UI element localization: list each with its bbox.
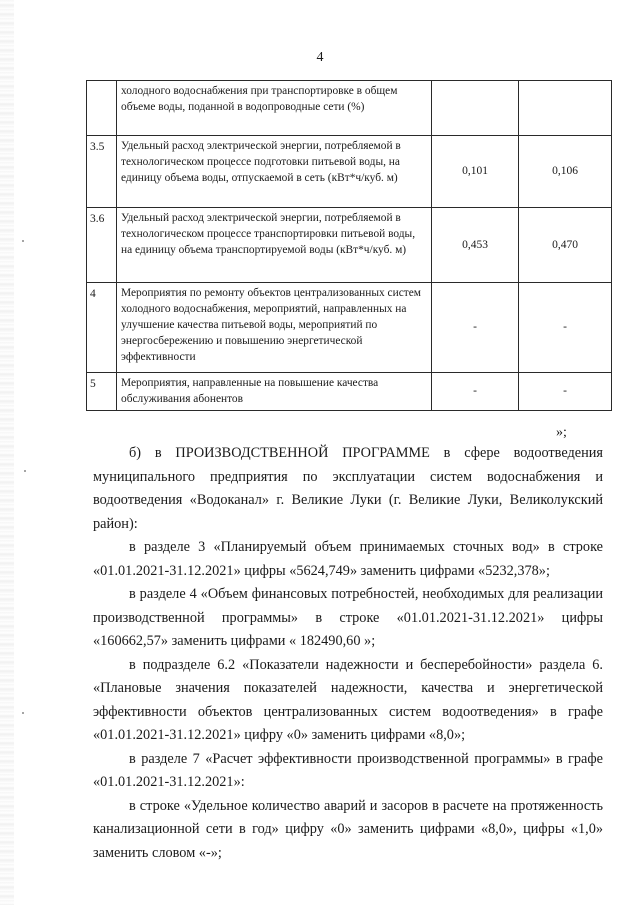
row-value-2 <box>519 81 612 136</box>
row-text: Мероприятия, направленные на повышение качества обслуживания абонентов <box>117 373 432 411</box>
paragraph: в разделе 3 «Планируемый объем принимаемых сточных вод» в строке «01.01.2021-31.12.2021» цифры «5624,749» заменить цифрами «5232,378»; <box>93 539 603 579</box>
scan-speck <box>22 240 24 242</box>
row-value-2: - <box>519 283 612 373</box>
amendment-text <box>93 440 603 865</box>
paragraph: в строке «Удельное количество аварий и засоров в расчете на протяженность канализационной сети в год» цифру «0» заменить цифрами «8,0», цифры «1,0» заменить словом «-»; <box>93 797 603 861</box>
paragraph: б) в ПРОИЗВОДСТВЕННОЙ ПРОГРАММЕ в сфере водоотведения муниципального предприятия по эксплуатации систем водоснабжения и водоотведения «Водоканал» г. Великие Луки (г. Великие Луки, Великолукский район): <box>93 445 603 532</box>
closing-quote-mark: »; <box>556 425 567 440</box>
table-row <box>87 373 612 411</box>
scan-edge <box>0 0 14 905</box>
paragraph: в разделе 4 «Объем финансовых потребностей, необходимых для реализации производственной программы» в строке «01.01.2021-31.12.2021» цифры «160662,57» заменить цифрами « 182490,60 »; <box>93 586 603 649</box>
row-value-1: - <box>432 283 519 373</box>
row-number: 3.6 <box>87 208 117 283</box>
paragraph: в разделе 7 «Расчет эффективности производственной программы» в графе «01.01.2021-31.12.2021»: <box>93 750 603 790</box>
row-number: 5 <box>87 373 117 411</box>
paragraph: в подразделе 6.2 «Показатели надежности и бесперебойности» раздела 6. «Плановые значения показателей надежности, качества и энергетической эффективности объектов централизованных систем водоотведения» в графе «01.01.2021-31.12.2021» цифру «0» заменить цифрами «8,0»; <box>93 656 603 743</box>
row-number: 4 <box>87 283 117 373</box>
table-row <box>87 208 612 283</box>
table-row <box>87 136 612 208</box>
row-number: 3.5 <box>87 136 117 208</box>
row-value-2: 0,470 <box>519 208 612 283</box>
row-text: холодного водоснабжения при транспортировке в общем объеме воды, поданной в водопроводные сети (%) <box>117 81 432 136</box>
table-row <box>87 283 612 373</box>
page-number: 4 <box>316 50 324 65</box>
row-value-1: 0,101 <box>432 136 519 208</box>
row-value-1: 0,453 <box>432 208 519 283</box>
scan-speck <box>22 712 24 714</box>
table-row <box>87 81 612 136</box>
row-value-2: - <box>519 373 612 411</box>
row-value-1: - <box>432 373 519 411</box>
row-value-1 <box>432 81 519 136</box>
indicator-table <box>86 80 612 411</box>
row-text: Мероприятия по ремонту объектов централизованных систем холодного водоснабжения, мероприятий, направленных на улучшение качества питьевой воды, мероприятий по энергосбережению и повышению энергетической эффективности <box>117 283 432 373</box>
scan-speck <box>24 470 26 472</box>
row-text: Удельный расход электрической энергии, потребляемой в технологическом процессе подготовки питьевой воды, на единицу объема воды, отпускаемой в сеть (кВт*ч/куб. м) <box>117 136 432 208</box>
row-number <box>87 81 117 136</box>
row-text: Удельный расход электрической энергии, потребляемой в технологическом процессе транспортировки питьевой воды, на единицу объема транспортируемой воды (кВт*ч/куб. м) <box>117 208 432 283</box>
row-value-2: 0,106 <box>519 136 612 208</box>
